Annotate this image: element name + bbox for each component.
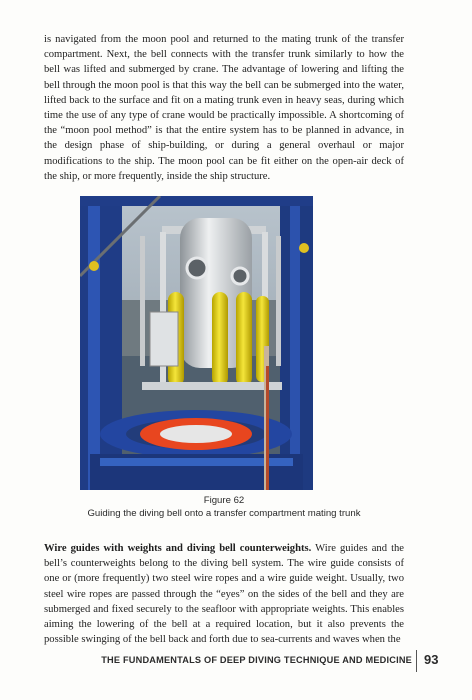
section-body: Wire guides and the bell’s counterweights belong to the diving bell system. The wire guide consists of one or (more frequently) two steel wire ropes and a wire guide weight. Usually, two steel wire ropes are passed through the “eyes” on the sides of the bell and they are submerged and fixed securely to the seafloor with appropriate weights. This enables aiming the lowering of the bell at a required location, but it also prevents the possible swinging of the bell back and forth due to sea-currents and waves when the <box>44 543 405 646</box>
section-heading: Wire guides with weights and diving bell counterweights. <box>44 543 312 554</box>
running-footer-title: THE FUNDAMENTALS OF DEEP DIVING TECHNIQUE AND MEDICINE <box>101 655 412 665</box>
footer-divider <box>416 650 417 672</box>
figure-label: Figure 62 <box>203 495 245 506</box>
gas-cylinder <box>212 292 228 386</box>
page-footer <box>0 650 472 672</box>
body-paragraph-top: is navigated from the moon pool and returned to the mating trunk of the transfer compartment. Next, the bell connects with the transfer trunk similarly to how the bell was lifted and submerged by crane. The advantage of lowering and lifting the bell through the moon pool is that this way the bell can be submerged into the water, lifted back to the surface and fit on a mating trunk even in heavy seas, during which time the use of any type of crane would be practically impossible. A shortcoming of the “moon pool method” is that the entire system has to be planned in advance, in the design phase of ship-building, or during a general overhaul or major modifications to the ship. The moon pool can be fit either on the open-air deck of the ship, or more frequently, inside the ship structure. <box>44 34 404 182</box>
figure-caption: Guiding the diving bell onto a transfer compartment mating trunk <box>87 508 361 519</box>
gas-cylinder <box>236 292 252 386</box>
page-number: 93 <box>424 652 439 667</box>
figure-photo-diving-bell <box>80 196 313 490</box>
body-paragraph-bottom <box>44 541 404 647</box>
